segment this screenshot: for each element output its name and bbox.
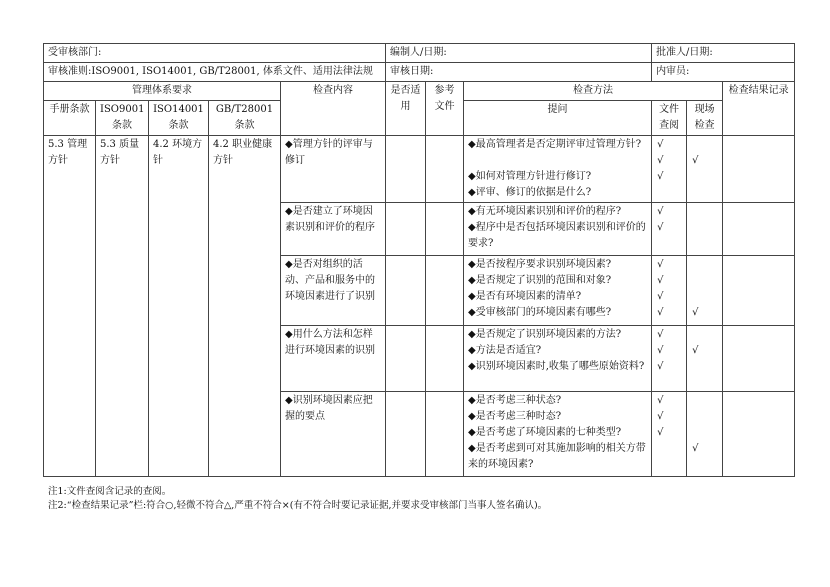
gbt28001-clause: 4.2 职业健康方针 — [209, 136, 281, 477]
question-item: ◆方法是否适宜? — [468, 345, 542, 356]
note-1: 注1:文件查阅含记录的查阅。 — [48, 486, 172, 497]
checkmark — [691, 169, 718, 185]
question-item: ◆是否考虑到可对其施加影响的相关方带来的环境因素? — [468, 443, 646, 470]
gbt28001-header: GB/T28001 条款 — [209, 101, 281, 136]
editor-date-label: 编制人/日期: — [386, 44, 652, 63]
question-cell — [464, 392, 652, 477]
question-item: ◆如何对管理方针进行修订? — [468, 171, 592, 182]
checkmark — [691, 220, 718, 236]
checkmark — [691, 204, 718, 220]
question-item: ◆评审、修订的依据是什么? — [468, 187, 592, 198]
question-item: ◆是否规定了识别的范围和对象? — [468, 275, 612, 286]
checkmark: √ — [657, 361, 664, 372]
result-cell[interactable] — [723, 256, 795, 326]
site-check-header: 现场检查 — [687, 101, 723, 136]
applicable-cell[interactable] — [386, 326, 426, 392]
check-content-cell: ◆管理方针的评审与修订 — [281, 136, 386, 203]
check-content-cell: ◆是否对组织的活动、产品和服务中的环境因素进行了识别 — [281, 256, 386, 326]
applicable-cell[interactable] — [386, 136, 426, 203]
ref-doc-header: 参考文件 — [426, 82, 464, 136]
checkmark — [691, 289, 718, 305]
checkmark — [691, 359, 718, 375]
checkmark — [691, 393, 718, 409]
footnotes — [48, 485, 547, 513]
ref-doc-cell[interactable] — [426, 256, 464, 326]
ref-doc-cell[interactable] — [426, 392, 464, 477]
checkmark: √ — [692, 155, 699, 166]
result-cell[interactable] — [723, 136, 795, 203]
result-cell[interactable] — [723, 203, 795, 256]
checkmark: √ — [657, 171, 664, 182]
checkmark: √ — [657, 275, 664, 286]
question-item: ◆是否考虑三种状态? — [468, 395, 562, 406]
checkmark: √ — [692, 307, 699, 318]
note-2: 注2:“检查结果记录”栏:符合○,轻微不符合△,严重不符合×(有不符合时要记录证据,并要求受审核部门当事人签名确认)。 — [48, 500, 548, 511]
question-cell — [464, 326, 652, 392]
checkmark: √ — [657, 307, 664, 318]
ref-doc-cell[interactable] — [426, 326, 464, 392]
applicable-cell[interactable] — [386, 203, 426, 256]
doc-review-cell — [652, 136, 687, 203]
site-check-cell — [687, 326, 723, 392]
checkmark — [691, 273, 718, 289]
result-cell[interactable] — [723, 392, 795, 477]
audit-checklist-table — [43, 43, 795, 477]
question-item: ◆有无环境因素识别和评价的程序? — [468, 206, 622, 217]
checkmark: √ — [657, 329, 664, 340]
iso9001-header: ISO9001条款 — [96, 101, 149, 136]
question-cell — [464, 136, 652, 203]
question-header: 提问 — [464, 101, 652, 136]
question-cell — [464, 203, 652, 256]
site-check-cell — [687, 256, 723, 326]
question-item: ◆是否按程序要求识别环境因素? — [468, 259, 612, 270]
question-item: ◆是否考虑三种时态? — [468, 411, 562, 422]
checkmark — [691, 327, 718, 343]
applicable-cell[interactable] — [386, 256, 426, 326]
result-cell[interactable] — [723, 326, 795, 392]
iso9001-clause: 5.3 质量方针 — [96, 136, 149, 477]
dept-label: 受审核部门: — [44, 44, 386, 63]
checkmark — [691, 409, 718, 425]
question-cell — [464, 256, 652, 326]
applicable-header: 是否适用 — [386, 82, 426, 136]
manual-clause: 5.3 管理方针 — [44, 136, 96, 477]
question-item: ◆是否规定了识别环境因素的方法? — [468, 329, 622, 340]
site-check-cell — [687, 203, 723, 256]
question-item: ◆识别环境因素时,收集了哪些原始资料? — [468, 361, 645, 372]
check-content-cell: ◆识别环境因素应把握的要点 — [281, 392, 386, 477]
check-content-header: 检查内容 — [281, 82, 386, 136]
question-item: ◆是否考虑了环境因素的七种类型? — [468, 427, 622, 438]
doc-review-cell — [652, 256, 687, 326]
ref-doc-cell[interactable] — [426, 203, 464, 256]
iso14001-clause: 4.2 环境方针 — [149, 136, 209, 477]
checkmark: √ — [657, 395, 664, 406]
approver-date-label: 批准人/日期: — [652, 44, 795, 63]
check-content-cell: ◆是否建立了环境因素识别和评价的程序 — [281, 203, 386, 256]
applicable-cell[interactable] — [386, 392, 426, 477]
doc-review-cell — [652, 203, 687, 256]
checkmark: √ — [692, 443, 699, 454]
checkmark: √ — [657, 427, 664, 438]
site-check-cell — [687, 392, 723, 477]
checkmark: √ — [657, 206, 664, 217]
iso14001-header: ISO14001条款 — [149, 101, 209, 136]
checkmark: √ — [657, 259, 664, 270]
doc-review-header: 文件查阅 — [652, 101, 687, 136]
question-item: ◆程序中是否包括环境因素识别和评价的要求? — [468, 222, 646, 249]
check-content-cell: ◆用什么方法和怎样进行环境因素的识别 — [281, 326, 386, 392]
question-item: ◆最高管理者是否定期评审过管理方针? — [468, 139, 642, 150]
site-check-cell — [687, 136, 723, 203]
checkmark: √ — [657, 345, 664, 356]
criteria-label: 审核准则:ISO9001, ISO14001, GB/T28001, 体系文件、适用法律法规 — [44, 63, 386, 82]
checkmark — [691, 425, 718, 441]
checkmark: √ — [657, 155, 664, 166]
result-header: 检查结果记录 — [723, 82, 795, 136]
manual-clause-header: 手册条款 — [44, 101, 96, 136]
checkmark — [656, 441, 682, 457]
question-item: ◆是否有环境因素的清单? — [468, 291, 582, 302]
doc-review-cell — [652, 326, 687, 392]
check-method-header: 检查方法 — [464, 82, 723, 101]
checkmark — [691, 137, 718, 153]
checkmark — [691, 257, 718, 273]
auditor-label: 内审员: — [652, 63, 795, 82]
question-item: ◆受审核部门的环境因素有哪些? — [468, 307, 612, 318]
audit-date-label: 审核日期: — [386, 63, 652, 82]
checkmark: √ — [657, 139, 664, 150]
checkmark: √ — [657, 222, 664, 233]
checkmark: √ — [657, 411, 664, 422]
mgmt-req-header: 管理体系要求 — [44, 82, 281, 101]
checkmark: √ — [692, 345, 699, 356]
doc-review-cell — [652, 392, 687, 477]
ref-doc-cell[interactable] — [426, 136, 464, 203]
checkmark: √ — [657, 291, 664, 302]
